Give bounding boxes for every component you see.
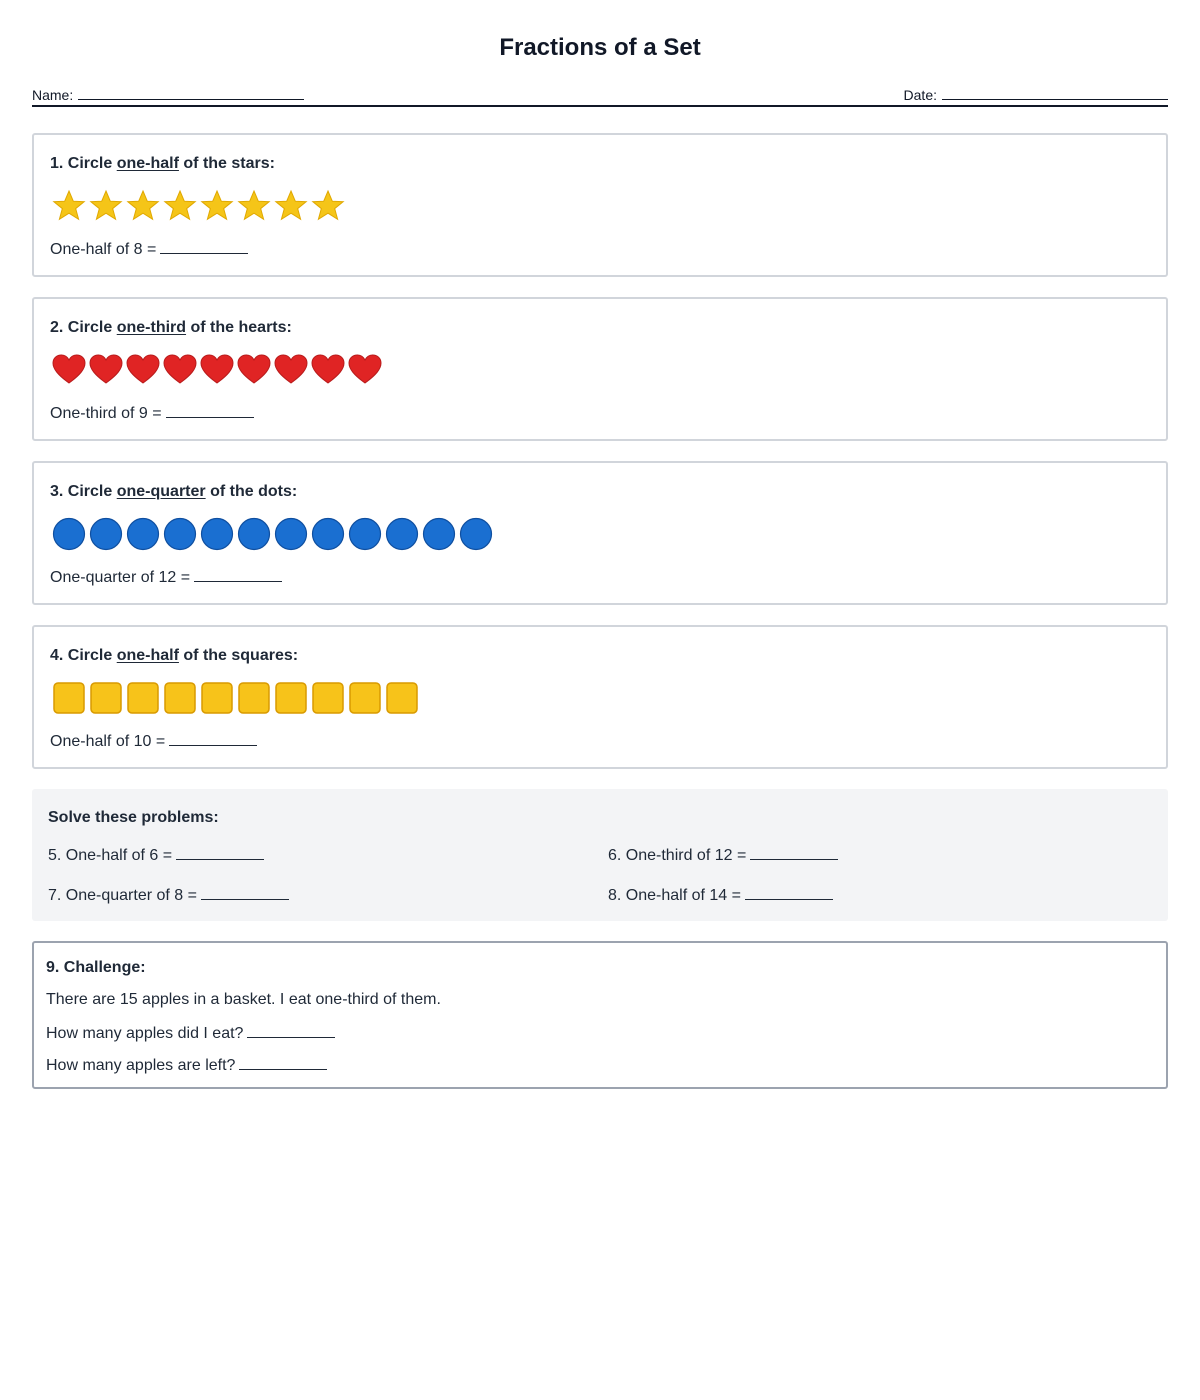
question-fraction: one-half bbox=[116, 155, 179, 172]
star-icon[interactable] bbox=[161, 187, 198, 224]
heart-icon[interactable] bbox=[309, 351, 346, 388]
icon-row bbox=[50, 679, 1150, 716]
blue-dot-icon[interactable] bbox=[457, 515, 494, 552]
problem-text: 6. One-third of 12 = bbox=[608, 847, 747, 864]
name-field bbox=[32, 83, 304, 103]
blue-dot-icon[interactable] bbox=[272, 515, 309, 552]
date-input-line[interactable] bbox=[942, 83, 1168, 100]
heart-icon[interactable] bbox=[198, 351, 235, 388]
answer-blank[interactable] bbox=[176, 843, 264, 860]
header-row bbox=[32, 83, 1168, 105]
answer-line bbox=[50, 729, 1150, 751]
yellow-square-icon[interactable] bbox=[272, 679, 309, 716]
header-divider bbox=[32, 105, 1168, 107]
icon-row bbox=[50, 515, 1150, 552]
yellow-square-icon[interactable] bbox=[50, 679, 87, 716]
blue-dot-icon[interactable] bbox=[235, 515, 272, 552]
question-card-1 bbox=[32, 133, 1168, 277]
question-card-2 bbox=[32, 297, 1168, 441]
blue-dot-icon[interactable] bbox=[161, 515, 198, 552]
question-prefix: Circle bbox=[67, 155, 113, 172]
question-text: How many apples are left? bbox=[46, 1057, 236, 1074]
yellow-square-icon[interactable] bbox=[235, 679, 272, 716]
heart-icon[interactable] bbox=[87, 351, 124, 388]
blue-dot-icon[interactable] bbox=[383, 515, 420, 552]
yellow-square-icon[interactable] bbox=[309, 679, 346, 716]
answer-blank[interactable] bbox=[247, 1021, 335, 1038]
solve-problem bbox=[48, 843, 608, 865]
star-icon[interactable] bbox=[87, 187, 124, 224]
date-field bbox=[904, 83, 1168, 103]
challenge-box bbox=[32, 941, 1168, 1089]
answer-blank[interactable] bbox=[750, 843, 838, 860]
heart-icon[interactable] bbox=[272, 351, 309, 388]
heart-icon[interactable] bbox=[346, 351, 383, 388]
blue-dot-icon[interactable] bbox=[198, 515, 235, 552]
question-heading bbox=[50, 317, 1150, 339]
heart-icon[interactable] bbox=[124, 351, 161, 388]
answer-text: One-half of 8 = bbox=[50, 241, 157, 258]
star-icon[interactable] bbox=[309, 187, 346, 224]
star-icon[interactable] bbox=[198, 187, 235, 224]
question-text: How many apples did I eat? bbox=[46, 1025, 244, 1042]
challenge-story: There are 15 apples in a basket. I eat one-third of them. bbox=[46, 991, 441, 1008]
question-suffix: of the hearts: bbox=[190, 319, 292, 336]
problem-text: 5. One-half of 6 = bbox=[48, 847, 173, 864]
icon-row bbox=[50, 351, 1150, 388]
star-icon[interactable] bbox=[235, 187, 272, 224]
answer-blank[interactable] bbox=[160, 237, 248, 254]
solve-grid bbox=[48, 843, 1152, 905]
challenge-question-1 bbox=[46, 1021, 1154, 1043]
question-number: 4. bbox=[50, 647, 64, 664]
blue-dot-icon[interactable] bbox=[124, 515, 161, 552]
problem-text: 7. One-quarter of 8 = bbox=[48, 887, 197, 904]
question-prefix: Circle bbox=[67, 483, 113, 500]
question-suffix: of the dots: bbox=[210, 483, 298, 500]
name-input-line[interactable] bbox=[78, 83, 304, 100]
star-icon[interactable] bbox=[124, 187, 161, 224]
icon-row bbox=[50, 187, 1150, 224]
yellow-square-icon[interactable] bbox=[124, 679, 161, 716]
heart-icon[interactable] bbox=[235, 351, 272, 388]
answer-line bbox=[50, 401, 1150, 423]
answer-blank[interactable] bbox=[745, 883, 833, 900]
question-heading bbox=[50, 481, 1150, 503]
question-card-3 bbox=[32, 461, 1168, 605]
question-fraction: one-quarter bbox=[116, 483, 206, 500]
solve-problem bbox=[48, 883, 608, 905]
answer-line bbox=[50, 565, 1150, 587]
worksheet-page bbox=[32, 0, 1168, 1089]
challenge-question-2 bbox=[46, 1053, 1154, 1075]
question-heading bbox=[50, 645, 1150, 667]
date-label: Date: bbox=[903, 87, 937, 103]
question-heading bbox=[50, 153, 1150, 175]
page-title: Fractions of a Set bbox=[499, 34, 701, 61]
question-prefix: Circle bbox=[67, 319, 113, 336]
answer-text: One-half of 10 = bbox=[50, 733, 166, 750]
question-suffix: of the squares: bbox=[183, 647, 299, 664]
yellow-square-icon[interactable] bbox=[383, 679, 420, 716]
yellow-square-icon[interactable] bbox=[161, 679, 198, 716]
blue-dot-icon[interactable] bbox=[309, 515, 346, 552]
question-card-4 bbox=[32, 625, 1168, 769]
answer-blank[interactable] bbox=[169, 729, 257, 746]
solve-problems-box bbox=[32, 789, 1168, 921]
star-icon[interactable] bbox=[272, 187, 309, 224]
answer-text: One-third of 9 = bbox=[50, 405, 162, 422]
blue-dot-icon[interactable] bbox=[50, 515, 87, 552]
answer-line bbox=[50, 237, 1150, 259]
solve-problem bbox=[608, 883, 1168, 905]
question-number: 2. bbox=[50, 319, 64, 336]
blue-dot-icon[interactable] bbox=[420, 515, 457, 552]
question-fraction: one-half bbox=[116, 647, 179, 664]
yellow-square-icon[interactable] bbox=[198, 679, 235, 716]
heart-icon[interactable] bbox=[161, 351, 198, 388]
star-icon[interactable] bbox=[50, 187, 87, 224]
name-label: Name: bbox=[32, 87, 74, 103]
yellow-square-icon[interactable] bbox=[87, 679, 124, 716]
answer-text: One-quarter of 12 = bbox=[50, 569, 191, 586]
question-suffix: of the stars: bbox=[183, 155, 275, 172]
answer-blank[interactable] bbox=[201, 883, 289, 900]
question-number: 1. bbox=[50, 155, 64, 172]
blue-dot-icon[interactable] bbox=[346, 515, 383, 552]
blue-dot-icon[interactable] bbox=[87, 515, 124, 552]
solve-problem bbox=[608, 843, 1168, 865]
challenge-heading: 9. Challenge: bbox=[46, 959, 146, 976]
question-fraction: one-third bbox=[116, 319, 187, 336]
question-number: 3. bbox=[50, 483, 64, 500]
problem-text: 8. One-half of 14 = bbox=[608, 887, 741, 904]
answer-blank[interactable] bbox=[239, 1053, 327, 1070]
solve-heading: Solve these problems: bbox=[48, 809, 219, 826]
question-prefix: Circle bbox=[67, 647, 113, 664]
answer-blank[interactable] bbox=[194, 565, 282, 582]
answer-blank[interactable] bbox=[166, 401, 254, 418]
heart-icon[interactable] bbox=[50, 351, 87, 388]
yellow-square-icon[interactable] bbox=[346, 679, 383, 716]
